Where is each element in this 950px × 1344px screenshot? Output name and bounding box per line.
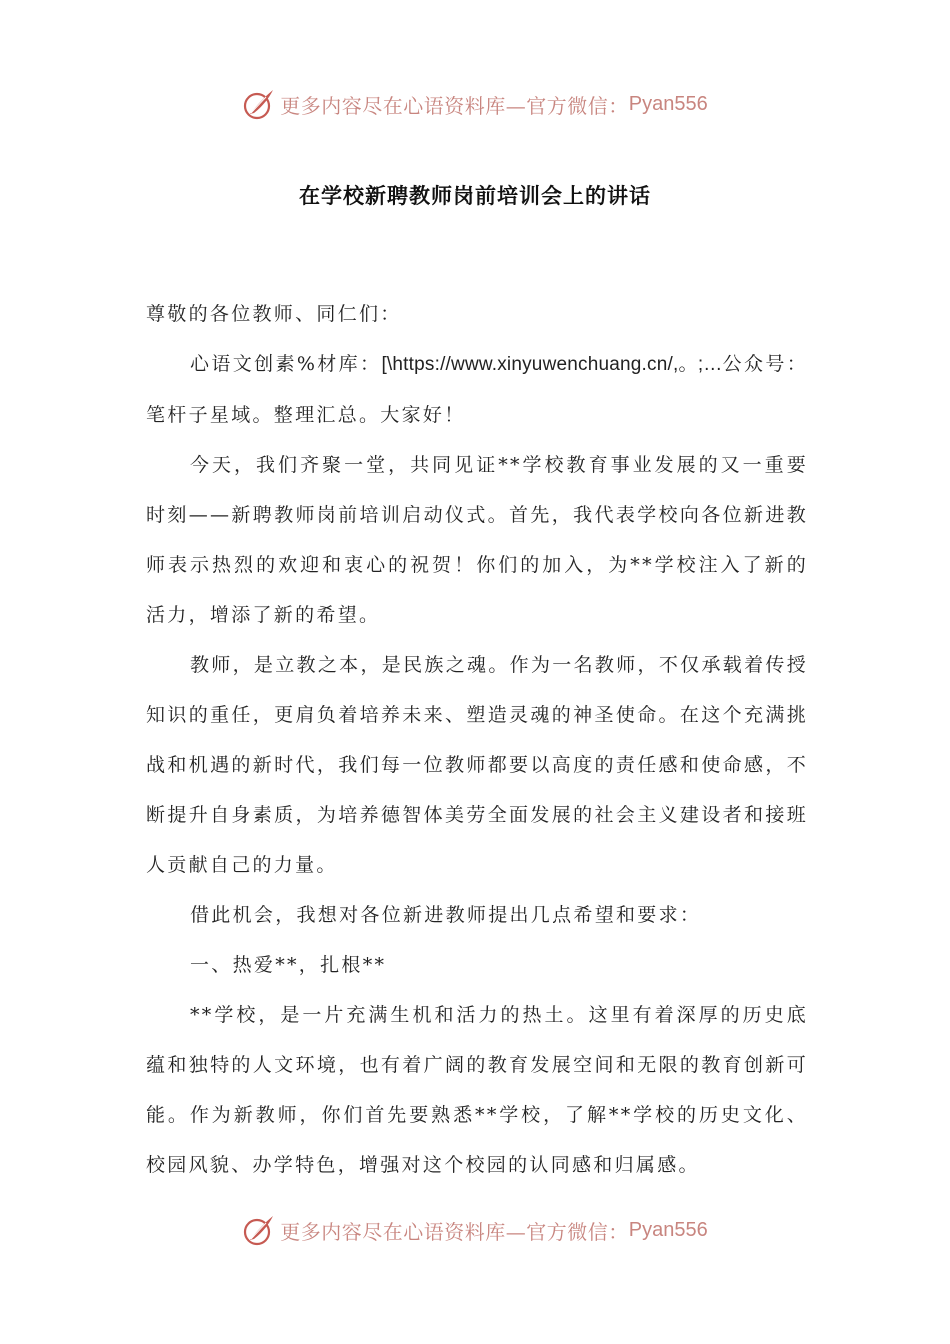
source-label: 心语文创素%材库： [190,353,382,375]
footer-banner [0,1210,950,1250]
body-paragraph: **学校，是一片充满生机和活力的热土。这里有着深厚的历史底蕴和独特的人文环境，也有着广阔的教育发展空间和无限的教育创新可能。作为新教师，你们首先要熟悉**学校，了解**学校的历史文化、校园风貌、办学特色，增强对这个校园的认同感和归属感。 [146,1004,808,1176]
banner-text: 更多内容尽在心语资料库—官方微信： [280,93,629,118]
quill-logo-icon [242,87,276,121]
section-heading: 一、热爱**，扎根** [190,954,387,976]
banner-wechat-id: Pyan556 [628,92,708,115]
source-paragraph [146,339,808,440]
header-banner [0,84,950,124]
body-paragraph: 今天，我们齐聚一堂，共同见证**学校教育事业发展的又一重要时刻——新聘教师岗前培训启动仪式。首先，我代表学校向各位新进教师表示热烈的欢迎和衷心的祝贺！你们的加入，为**学校注入了新的活力，增添了新的希望。 [146,454,808,626]
body-paragraph: 教师，是立教之本，是民族之魂。作为一名教师，不仅承载着传授知识的重任，更肩负着培养未来、塑造灵魂的神圣使命。在这个充满挑战和机遇的新时代，我们每一位教师都要以高度的责任感和使命感，不断提升自身素质，为培养德智体美劳全面发展的社会主义建设者和接班人贡献自己的力量。 [146,654,808,876]
source-url: [\https://www.xinyuwenchuang.cn/,。;… [381,354,723,375]
body-paragraph: 借此机会，我想对各位新进教师提出几点希望和要求： [190,904,702,926]
quill-logo-icon [242,1213,276,1247]
document-body [146,289,808,1190]
banner-text: 更多内容尽在心语资料库—官方微信： [280,1219,629,1244]
source-tail: 公众号：笔杆子星域。整理汇总。大家好！ [146,353,809,426]
document-title: 在学校新聘教师岗前培训会上的讲话 [299,184,651,208]
greeting-paragraph: 尊敬的各位教师、同仁们： [146,303,402,325]
banner-wechat-id: Pyan556 [628,1218,708,1241]
